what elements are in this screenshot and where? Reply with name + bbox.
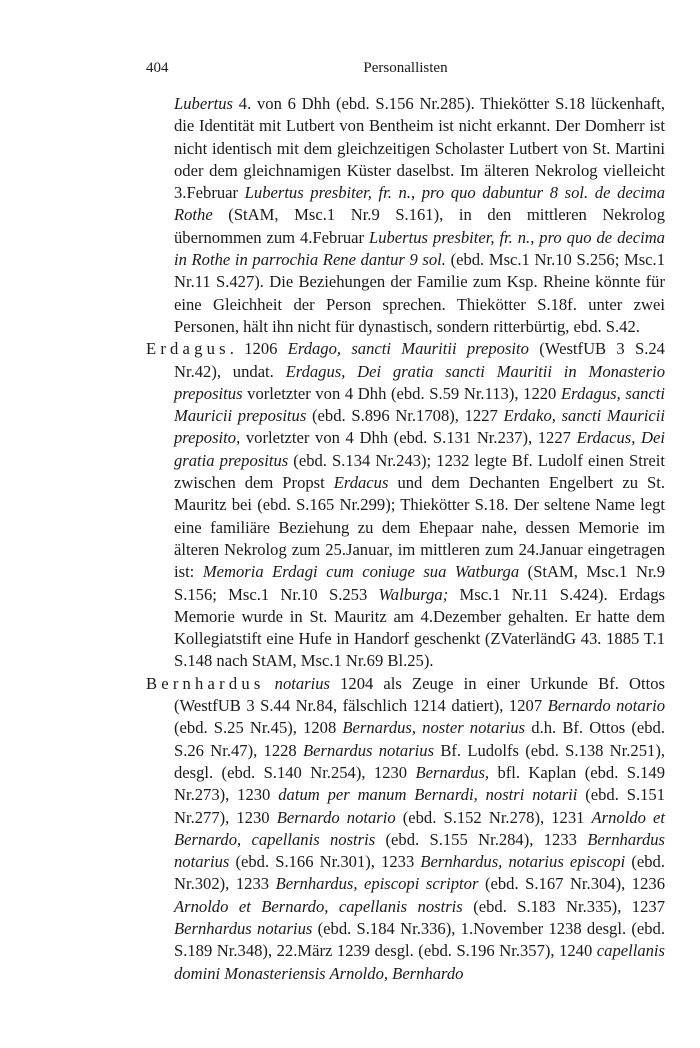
italic-citation: Lubertus presbiter, fr. n., pro quo de decima in Rothe in parrochia Rene dantur 9 sol. (174, 227, 665, 270)
entry-text: (ebd. S.167 Nr.304), 1236 (478, 874, 665, 894)
italic-citation: Bernardus notarius (303, 740, 435, 760)
entry-text: (ebd. S.155 Nr.284), 1233 (375, 829, 588, 849)
entry-text: (ebd. S.152 Nr.278), 1231 (395, 807, 592, 827)
entry-text: (ebd. S.184 Nr.336), 1.November 1238 desgl. (ebd. S.189 Nr.348), 22.März 1239 desgl. (ebd. S.196 Nr.357), 1240 (174, 918, 666, 961)
register-entry (146, 673, 665, 985)
entry-text (265, 674, 275, 693)
entry-headword: Erdagus (146, 339, 230, 359)
italic-citation: Bernhardus, episcopi scriptor (275, 874, 479, 894)
entry-text: 4. von 6 Dhh (ebd. S.156 Nr.285). Thiekötter S.18 lückenhaft, die Identität mit Lutbert von Bentheim ist nicht erkannt. Der Domherr ist nicht identisch mit dem gleichzeitigen Scholaster Lutbert von St. Martini oder dem gleichnamigen Küster daselbst. Im älteren Nekrolog vielleicht 3.Februar (174, 94, 665, 203)
entry-text: , vorletzter von 4 Dhh (ebd. S.131 Nr.237), 1227 (236, 428, 577, 448)
italic-citation: datum per manum Bernardi, nostri notarii (278, 785, 578, 805)
entry-text: (StAM, Msc.1 Nr.9 S.156; Msc.1 Nr.10 S.253 (174, 562, 666, 604)
entry-text: Bf. Ludolfs (ebd. S.138 Nr.251), desgl. (ebd. S.140 Nr.254), 1230 (174, 740, 665, 782)
entry-text: (WestfUB 3 S.24 Nr.42), undat. (174, 339, 665, 381)
entry-headword: Bernhardus (146, 673, 265, 693)
italic-citation: Lubertus (174, 94, 234, 113)
entry-text: (ebd. S.151 Nr.277), 1230 (174, 785, 666, 827)
entry-text: (ebd. S.896 Nr.1708), 1227 (306, 406, 504, 426)
page-number: 404 (146, 60, 169, 76)
entry-text: (ebd. S.183 Nr.335), 1237 (462, 896, 665, 916)
italic-citation: Erdago, sancti Mauritii preposito (287, 339, 529, 359)
entry-text: (ebd. S.134 Nr.243); 1232 legte Bf. Ludolf einen Streit zwischen dem Propst (174, 450, 665, 493)
entry-text: . 1206 (229, 339, 288, 359)
entry-text: vorletzter von 4 Dhh (ebd. S.59 Nr.113), 1220 (242, 383, 561, 403)
italic-citation: Bernhardus, notarius episcopi (420, 852, 626, 872)
register-entry (146, 93, 665, 338)
italic-citation: Erdacus (333, 473, 389, 493)
entry-text: und dem Dechanten Engelbert zu St. Mauritz bei (ebd. S.165 Nr.299); Thiekötter S.18. Der seltene Name legt eine familiäre Beziehung zu dem Ehepaar nahe, dessen Memorie im älteren Nekrolog zum 25.Januar, im mittleren zum 24.Januar eingetragen ist: (174, 473, 665, 582)
italic-citation: Bernardus, (415, 762, 490, 782)
italic-citation: Memoria Erdagi cum coniuge sua Watburga (202, 562, 520, 582)
italic-citation: notarius (274, 673, 330, 693)
entry-text: (ebd. Nr.302), 1233 (174, 852, 665, 894)
entry-text: (StAM, Msc.1 Nr.9 S.161), in den mittleren Nekrolog übernommen zum 4.Februar (174, 205, 665, 247)
italic-citation: Walburga; (378, 584, 449, 604)
italic-citation: Arnoldo et Bernardo, capellanis nostris (174, 807, 665, 849)
entry-text: Msc.1 Nr.11 S.424). Erdags Memorie wurde in St. Mauritz am 4.Dezember gehalten. Er hatte dem Kollegiatstift eine Hufe in Handorf geschenkt (ZVaterländG 43. 1885 T.1 S.148 nach StAM, Msc.1 Nr.69 Bl.25). (174, 584, 665, 671)
register-entry (146, 338, 665, 672)
italic-citation: Arnoldo et Bernardo, capellanis nostris (174, 896, 463, 916)
entry-text: (ebd. S.25 Nr.45), 1208 (174, 718, 343, 738)
entry-text: bfl. Kaplan (ebd. S.149 Nr.273), 1230 (174, 762, 665, 805)
page-header (146, 60, 665, 82)
italic-citation: Erdako, sancti Mauricii preposito (174, 406, 666, 448)
running-head: Personallisten (363, 60, 448, 76)
italic-citation: Erdacus, Dei gratia prepositus (174, 428, 666, 470)
italic-citation: capellanis domini Monasteriensis Arnoldo, Bernhardo (174, 941, 665, 983)
italic-citation: Erdagus, Dei gratia sancti Mauritii in Monasterio prepositus (174, 361, 666, 403)
italic-citation: Bernardo notario (276, 807, 396, 827)
entry-text: 1204 als Zeuge in einer Urkunde Bf. Ottos (WestfUB 3 S.44 Nr.84, fälschlich 1214 datiert), 1207 (174, 673, 665, 716)
italic-citation: Bernhardus notarius (174, 829, 666, 872)
italic-citation: Bernardus, noster notarius (342, 718, 526, 738)
entry-text: d.h. Bf. Ottos (ebd. S.26 Nr.47), 1228 (174, 718, 665, 760)
entry-list (146, 93, 665, 985)
italic-citation: Lubertus presbiter, fr. n., pro quo dabuntur 8 sol. de decima Rothe (174, 183, 665, 225)
italic-citation: Bernhardus notarius (174, 918, 313, 938)
entry-text: (ebd. S.166 Nr.301), 1233 (229, 852, 421, 872)
italic-citation: Erdagus, sancti Mauricii prepositus (174, 383, 666, 426)
entry-text: (ebd. Msc.1 Nr.10 S.256; Msc.1 Nr.11 S.427). Die Beziehungen der Familie zum Ksp. Rheine könnte für eine Gleichheit der Person sprechen. Thiekötter S.18f. unter zwei Personen, hält ihn nicht für dynastisch, sondern ritterbürtig, ebd. S.42. (174, 250, 665, 336)
italic-citation: Bernardo notario (547, 696, 665, 716)
